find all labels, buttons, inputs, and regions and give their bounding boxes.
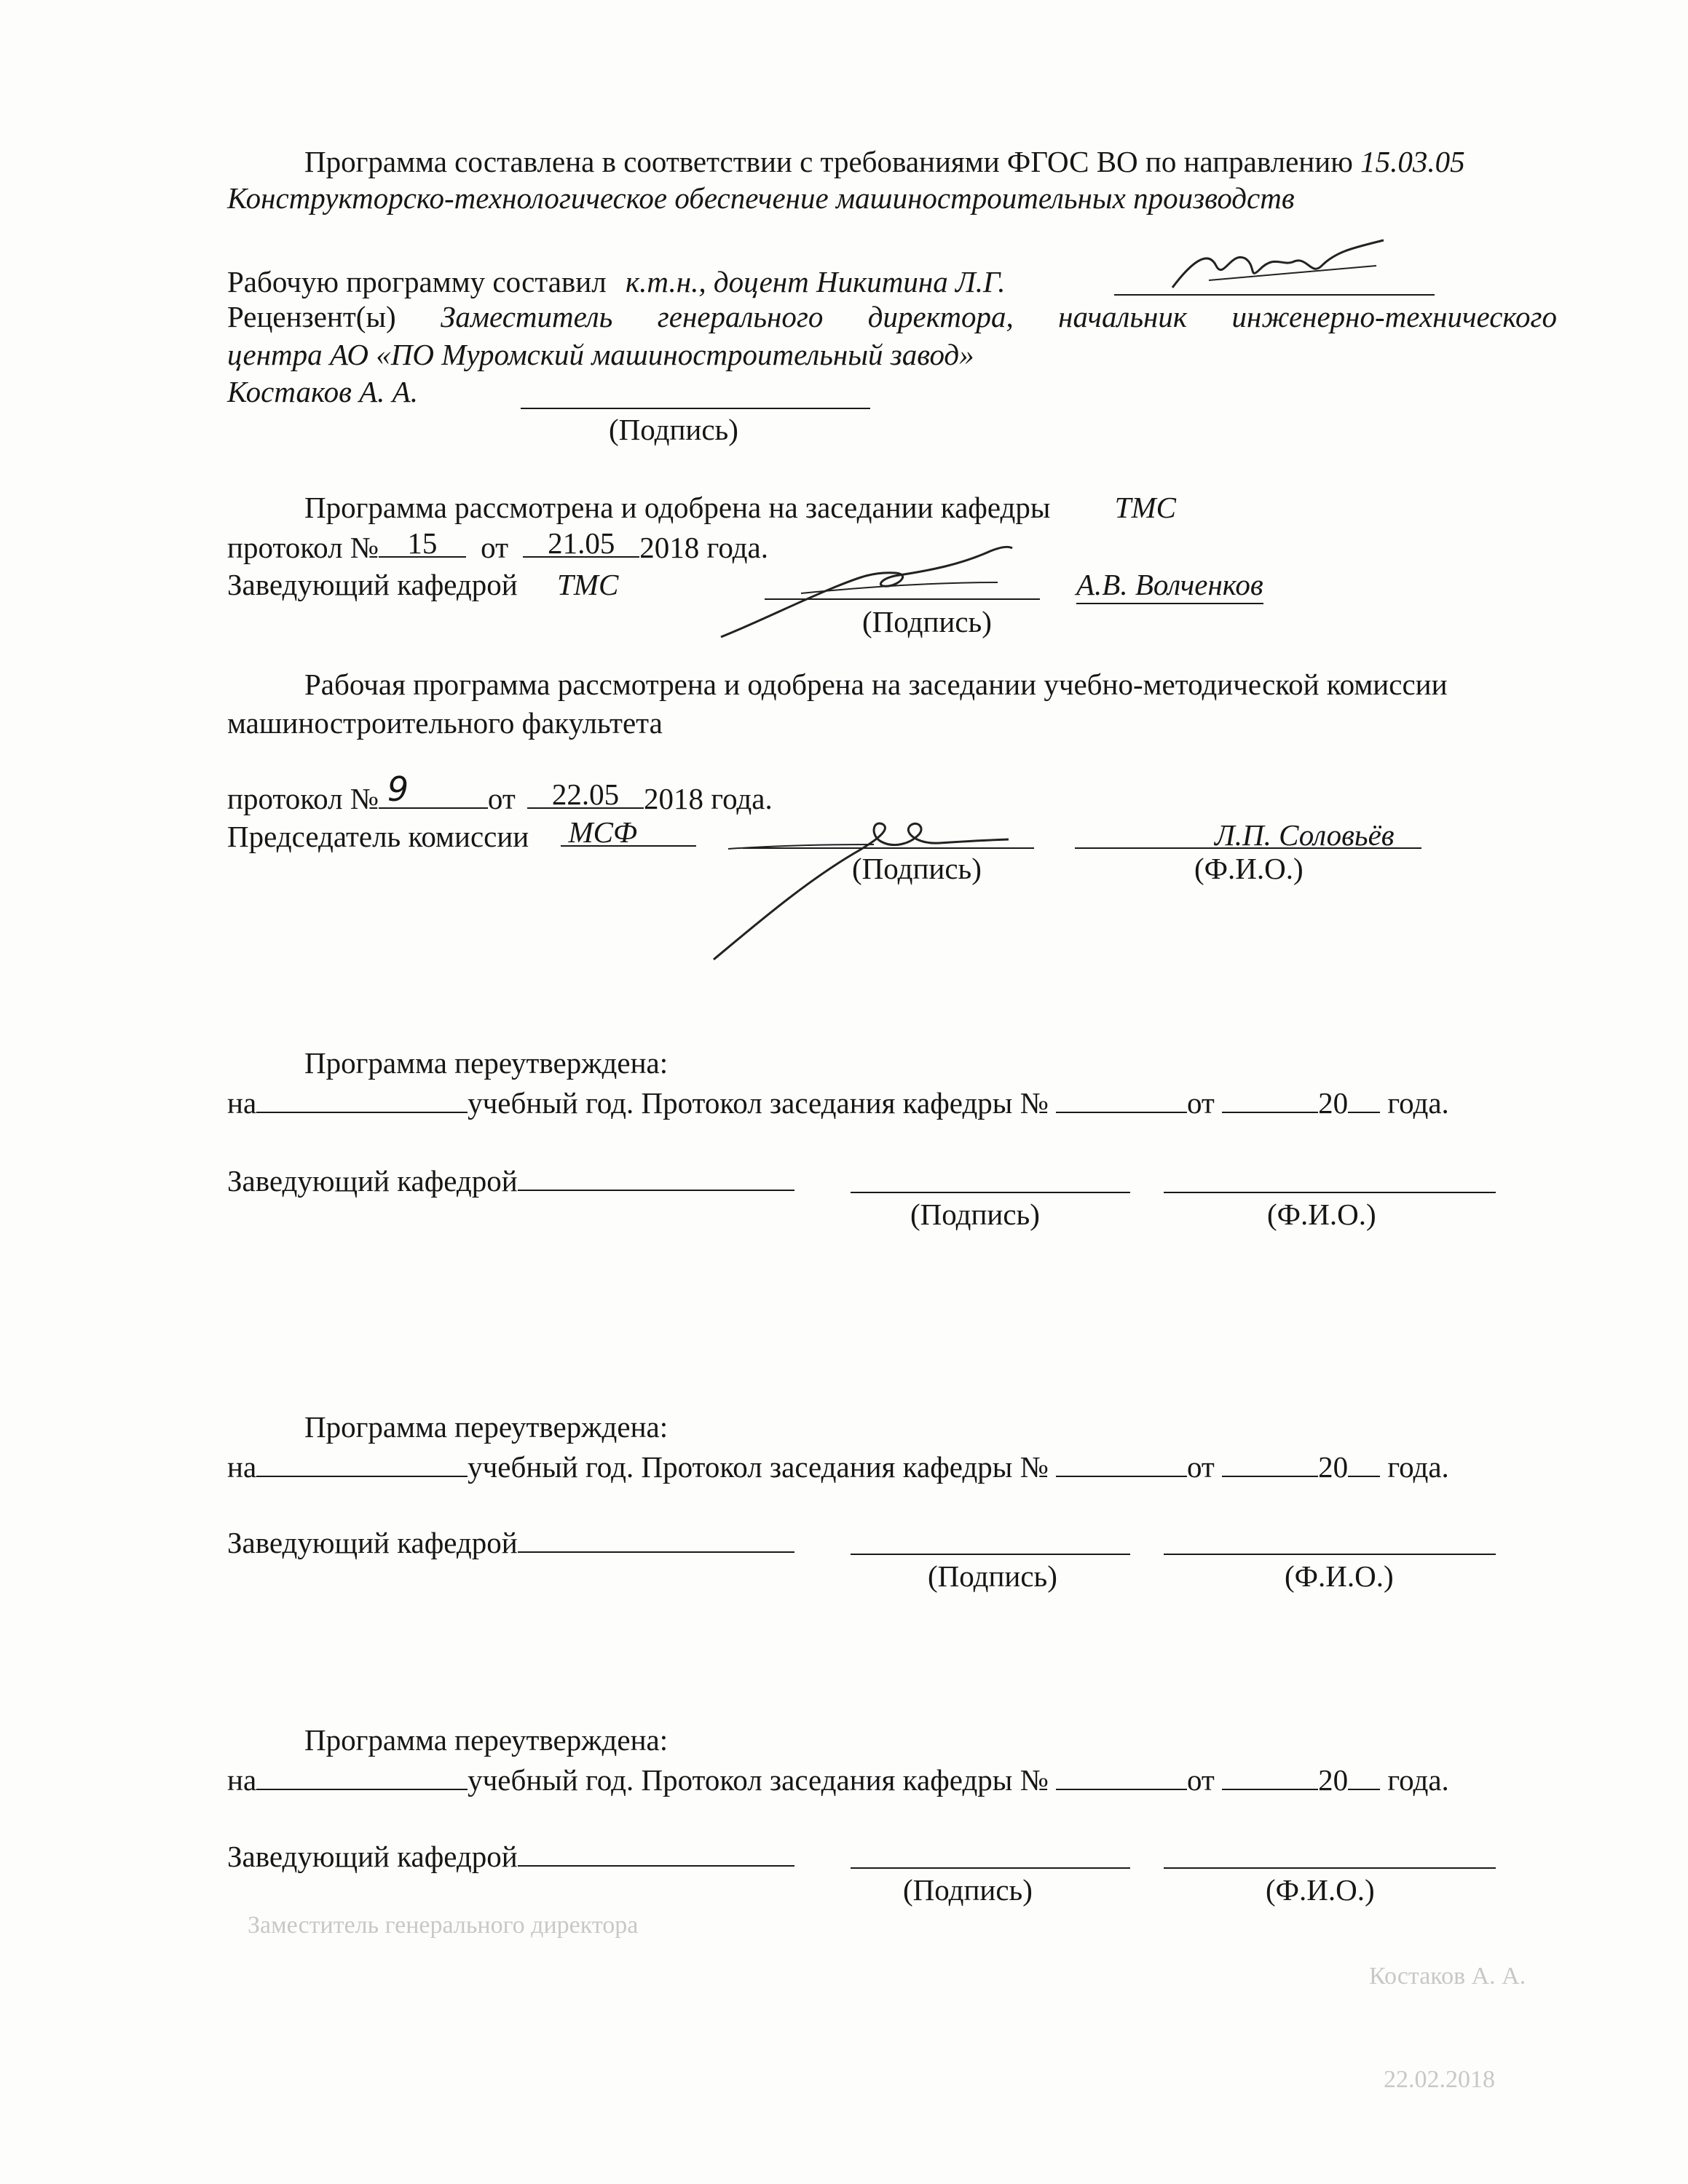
reviewer-position: Заместитель генерального директора, начальник инженерно-технического: [441, 300, 1558, 333]
reapproval-3-name-line: [1164, 1867, 1496, 1869]
reapproval-3-signature-line: [851, 1867, 1130, 1869]
reapproval-1-head-field: [518, 1165, 794, 1191]
reapproval-2-head-field: [518, 1527, 794, 1553]
department-head-label: Заведующий кафедрой: [227, 568, 518, 601]
bleed-through-signer-name: Костаков А. А.: [1369, 1963, 1526, 1990]
reapproval-2-year-field: [256, 1451, 468, 1477]
commission-chair-name: Л.П. Соловьёв: [1215, 818, 1395, 852]
reviewer-label: Рецензент(ы): [227, 300, 396, 333]
reapproval-1-signature-caption: (Подпись): [910, 1198, 1040, 1231]
reapproval-3-head-field: [518, 1840, 794, 1867]
commission-protocol-date: 22.05: [527, 783, 644, 809]
reviewer-name: Костаков А. А.: [227, 375, 418, 408]
reapproval-1-name-caption: (Ф.И.О.): [1267, 1198, 1376, 1231]
reapproval-1-year-field: [256, 1087, 468, 1113]
reapproval-3-year-field: [256, 1764, 468, 1790]
department-approval-line: [304, 493, 1176, 523]
author-signature-icon: [1165, 237, 1398, 302]
department-head-department: ТМС: [556, 568, 619, 601]
author-label: Рабочую программу составил: [227, 265, 607, 298]
department-protocol-date: 21.05: [523, 531, 639, 558]
reapproval-1-name-line: [1164, 1192, 1496, 1193]
department-head-name: А.В. Волченков: [1076, 570, 1263, 604]
reviewer-signature-line: [521, 408, 870, 409]
bleed-through-signer-title: Заместитель генерального директора: [248, 1912, 639, 1939]
reapproval-1-heading: Программа переутверждена:: [304, 1046, 669, 1080]
reapproval-1-signature-line: [851, 1192, 1130, 1193]
department-head-signature-icon: [714, 542, 1019, 644]
department-protocol-number: 15: [379, 531, 466, 558]
intro-line: [304, 147, 1465, 177]
reapproval-2-name-caption: (Ф.И.О.): [1285, 1559, 1394, 1593]
reapproval-1-protocol-field: [1056, 1087, 1187, 1113]
author-line: [227, 267, 1005, 297]
department-approval-text: Программа рассмотрена и одобрена на заседании кафедры: [304, 491, 1051, 524]
reapproval-2-signature-line: [851, 1554, 1130, 1555]
reapproval-3-protocol-field: [1056, 1764, 1187, 1790]
reapproval-2-date-field: [1222, 1451, 1318, 1477]
reapproval-2-head-line: Заведующий кафедрой: [227, 1527, 794, 1558]
department-head-signature-caption: (Подпись): [862, 605, 992, 638]
reapproval-2-signature-caption: (Подпись): [928, 1559, 1057, 1593]
commission-faculty: МСФ: [561, 820, 696, 847]
reviewer-signature-caption: (Подпись): [609, 413, 738, 446]
department-approval-department: ТМС: [1114, 491, 1176, 524]
reapproval-3-heading: Программа переутверждена:: [304, 1723, 669, 1757]
commission-chair-label: Председатель комиссии: [227, 820, 529, 853]
reviewer-line-1: [227, 302, 1557, 332]
department-head-line: [227, 570, 618, 600]
reviewer-organization: центра АО «ПО Муромский машиностроительный завод»: [227, 338, 974, 371]
reapproval-2-year-line: на учебный год. Протокол заседания кафедры № от 20 года.: [227, 1450, 1449, 1484]
reapproval-3-year-suffix-field: [1348, 1764, 1380, 1790]
reapproval-1-head-line: Заведующий кафедрой: [227, 1165, 794, 1196]
commission-protocol-line: протокол № 9 от 22.05 2018 года.: [227, 769, 773, 815]
reapproval-3-date-field: [1222, 1764, 1318, 1790]
reapproval-2-protocol-field: [1056, 1451, 1187, 1477]
reapproval-3-signature-caption: (Подпись): [903, 1873, 1033, 1907]
reapproval-2-heading: Программа переутверждена:: [304, 1410, 669, 1444]
reapproval-1-year-line: на учебный год. Протокол заседания кафедры № от 20 года.: [227, 1086, 1449, 1120]
commission-chair-signature-caption: (Подпись): [852, 852, 982, 885]
intro-text: Программа составлена в соответствии с требованиями ФГОС ВО по направлению: [304, 145, 1353, 178]
commission-approval-line-2: машиностроительного факультета: [227, 706, 663, 740]
reapproval-2-year-suffix-field: [1348, 1451, 1380, 1477]
commission-approval-line-1: Рабочая программа рассмотрена и одобрена на заседании учебно-методической комиссии: [304, 668, 1448, 701]
reapproval-3-name-caption: (Ф.И.О.): [1266, 1873, 1375, 1907]
bleed-through-date: 22.02.2018: [1384, 2066, 1495, 2093]
reapproval-2-name-line: [1164, 1554, 1496, 1555]
commission-chair-line: [227, 815, 696, 853]
reapproval-1-date-field: [1222, 1087, 1318, 1113]
direction-name: Конструкторско-технологическое обеспечение машиностроительных производств: [227, 181, 1295, 215]
department-protocol-line: протокол № 15 от 21.05 2018 года.: [227, 526, 768, 564]
reapproval-3-year-line: на учебный год. Протокол заседания кафедры № от 20 года.: [227, 1763, 1449, 1797]
reapproval-1-year-suffix-field: [1348, 1087, 1380, 1113]
direction-code: 15.03.05: [1360, 145, 1465, 178]
author-value: к.т.н., доцент Никитина Л.Г.: [625, 265, 1006, 298]
commission-chair-name-caption: (Ф.И.О.): [1194, 852, 1304, 885]
commission-protocol-number: 9: [379, 783, 488, 809]
reapproval-3-head-line: Заведующий кафедрой: [227, 1840, 794, 1872]
commission-chair-signature-icon: [699, 799, 1019, 967]
